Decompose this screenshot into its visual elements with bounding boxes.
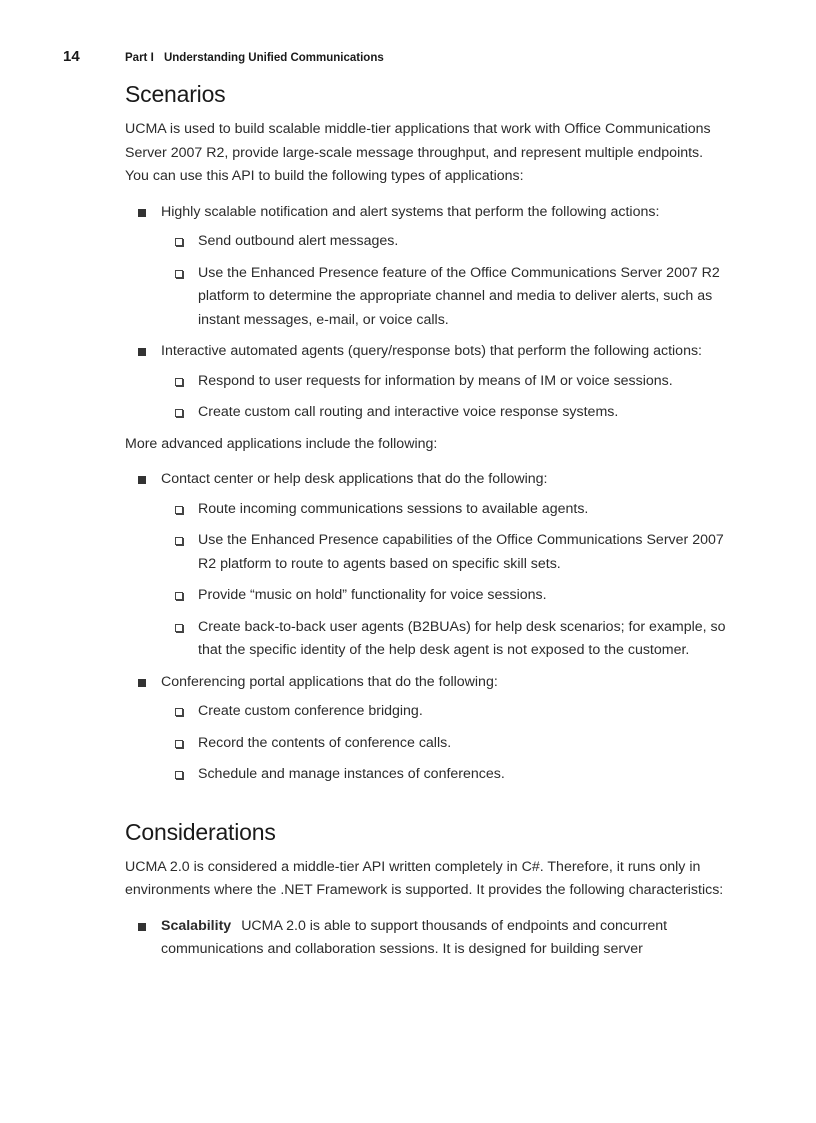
square-bullet-icon	[138, 348, 146, 356]
running-head	[125, 52, 384, 64]
sub-list-item-text: Send outbound alert messages.	[198, 233, 399, 249]
sub-list	[161, 498, 730, 663]
sub-list-item-text: Use the Enhanced Presence capabilities of the Office Communications Server 2007 R2 platform to route to agents based on specific skill sets.	[198, 532, 724, 572]
sub-list-item-text: Create custom conference bridging.	[198, 703, 423, 719]
list-item	[125, 468, 730, 663]
sub-list-item	[161, 230, 730, 254]
list-item-text: Conferencing portal applications that do the following:	[161, 673, 498, 690]
checkbox-bullet-icon	[175, 708, 183, 716]
list-item-text: Interactive automated agents (query/response bots) that perform the following actions:	[161, 343, 702, 359]
sub-list-item-text: Route incoming communications sessions to available agents.	[198, 500, 589, 517]
checkbox-bullet-icon	[175, 409, 183, 417]
section-title: Understanding Unified Communications	[163, 52, 384, 64]
checkbox-bullet-icon	[175, 506, 183, 514]
sub-list-item-text: Record the contents of conference calls.	[198, 734, 452, 751]
sub-list-item-text: Provide “music on hold” functionality for voice sessions.	[198, 587, 547, 603]
sub-list-item-text: Respond to user requests for information by means of IM or voice sessions.	[198, 372, 673, 389]
list-item	[125, 671, 730, 787]
sub-list-item-text: Schedule and manage instances of conferences.	[198, 766, 505, 782]
sub-list-item	[161, 700, 730, 724]
square-bullet-icon	[138, 209, 146, 217]
sub-list-item	[161, 370, 730, 394]
checkbox-bullet-icon	[175, 537, 183, 545]
checkbox-bullet-icon	[175, 238, 183, 246]
sub-list-item-text: Create custom call routing and interactive voice response systems.	[198, 404, 619, 420]
sub-list-item	[161, 262, 730, 333]
page-body	[125, 79, 730, 968]
scenarios-intro: UCMA is used to build scalable middle-tier applications that work with Office Communications Server 2007 R2, provide large-scale message throughput, and represent multiple endpoints. You can use this API to build the following types of applications:	[125, 121, 711, 184]
list-item-text: Highly scalable notification and alert systems that perform the following actions:	[161, 203, 660, 220]
advanced-intro: More advanced applications include the following:	[125, 435, 438, 452]
checkbox-bullet-icon	[175, 624, 183, 632]
applications-list	[125, 201, 730, 425]
sub-list-item	[161, 616, 730, 663]
part-label: Part I	[125, 52, 154, 64]
square-bullet-icon	[138, 923, 146, 931]
sub-list-item	[161, 584, 730, 608]
sub-list-item	[161, 529, 730, 576]
term-description: UCMA 2.0 is able to support thousands of endpoints and concurrent communications and collaboration sessions. It is designed for building server	[161, 917, 668, 957]
checkbox-bullet-icon	[175, 592, 183, 600]
sub-list-item-text: Use the Enhanced Presence feature of the Office Communications Server 2007 R2 platform to determine the appropriate channel and media to deliver alerts, such as instant messages, e-mail, or voice calls.	[198, 264, 720, 328]
considerations-heading: Considerations	[125, 818, 276, 845]
scenarios-heading: Scenarios	[125, 81, 226, 107]
checkbox-bullet-icon	[175, 740, 183, 748]
checkbox-bullet-icon	[175, 378, 183, 386]
list-item-text: Contact center or help desk applications that do the following:	[161, 471, 548, 487]
sub-list-item	[161, 732, 730, 756]
square-bullet-icon	[138, 679, 146, 687]
page-number: 14	[63, 48, 80, 65]
characteristics-list	[125, 915, 730, 962]
list-item	[125, 340, 730, 425]
square-bullet-icon	[138, 476, 146, 484]
sub-list-item	[161, 498, 730, 522]
list-item	[125, 201, 730, 333]
considerations-intro: UCMA 2.0 is considered a middle-tier API written completely in C#. Therefore, it runs only in environments where the .NET Framework is supported. It provides the following characteristics:	[125, 858, 724, 898]
sub-list-item	[161, 401, 730, 425]
term-label: Scalability	[161, 917, 232, 934]
advanced-applications-list	[125, 468, 730, 787]
sub-list	[161, 370, 730, 425]
sub-list-item-text: Create back-to-back user agents (B2BUAs) for help desk scenarios; for example, so that the specific identity of the help desk agent is not exposed to the customer.	[198, 618, 726, 658]
list-item	[125, 915, 730, 962]
sub-list-item	[161, 763, 730, 787]
checkbox-bullet-icon	[175, 771, 183, 779]
sub-list	[161, 700, 730, 787]
sub-list	[161, 230, 730, 332]
checkbox-bullet-icon	[175, 270, 183, 278]
